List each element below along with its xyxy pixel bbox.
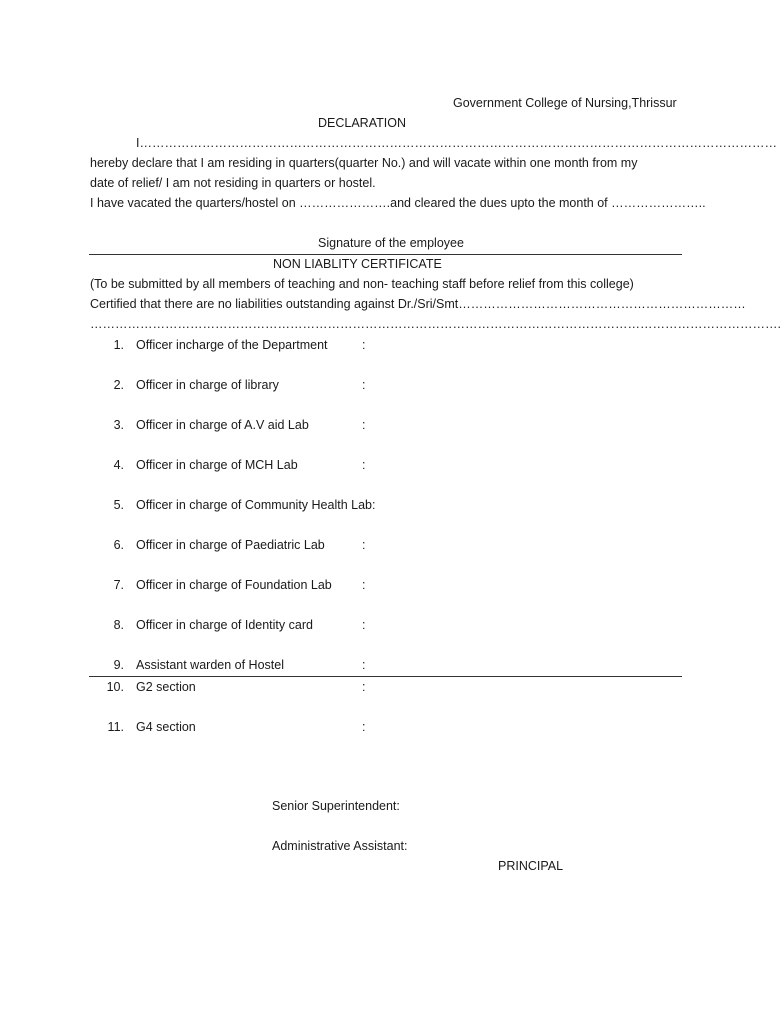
administrative-assistant-label: Administrative Assistant: xyxy=(272,839,408,853)
item-number: 10. xyxy=(106,680,124,694)
item-label: Officer in charge of library xyxy=(136,378,279,392)
college-name: Government College of Nursing,Thrissur xyxy=(453,96,677,110)
certificate-dotted-line: …………………………………………………………………………………………………………………………………………………. xyxy=(90,317,781,331)
item-colon: : xyxy=(362,658,366,672)
item-label: G2 section xyxy=(136,680,196,694)
item-label: G4 section xyxy=(136,720,196,734)
item-colon: : xyxy=(362,338,366,352)
principal-label: PRINCIPAL xyxy=(498,859,564,873)
item-number: 6. xyxy=(113,538,124,552)
item-number: 7. xyxy=(113,578,124,592)
item-number: 2. xyxy=(113,378,124,392)
declaration-text-line-3: I have vacated the quarters/hostel on ………………….and cleared the dues upto the month of ………………….. xyxy=(90,196,706,210)
item-colon: : xyxy=(362,418,366,432)
item-colon: : xyxy=(362,538,366,552)
item-colon: : xyxy=(362,578,366,592)
item-colon: : xyxy=(362,458,366,472)
item-label: Officer in charge of Paediatric Lab xyxy=(136,538,325,552)
item-colon: : xyxy=(362,720,366,734)
senior-superintendent-label: Senior Superintendent: xyxy=(272,799,400,813)
item-label: Officer in charge of A.V aid Lab xyxy=(136,418,309,432)
declaration-title: DECLARATION xyxy=(318,116,406,130)
item-label: Officer in charge of Foundation Lab xyxy=(136,578,332,592)
item-colon: : xyxy=(362,378,366,392)
declaration-text-line-2: date of relief/ I am not residing in quarters or hostel. xyxy=(90,176,376,190)
employee-signature-label: Signature of the employee xyxy=(318,236,464,250)
section-divider xyxy=(89,254,682,255)
item-number: 3. xyxy=(113,418,124,432)
declaration-text-line-1: hereby declare that I am residing in quarters(quarter No.) and will vacate within one month from my xyxy=(90,156,638,170)
item-label: Officer in charge of MCH Lab xyxy=(136,458,298,472)
item-label: Assistant warden of Hostel xyxy=(136,658,284,672)
item-number: 9. xyxy=(113,658,124,672)
item-label: Officer incharge of the Department xyxy=(136,338,328,352)
item-number: 4. xyxy=(113,458,124,472)
item-label: Officer in charge of Identity card xyxy=(136,618,313,632)
list-divider xyxy=(89,676,682,677)
item-number: 11. xyxy=(107,720,124,734)
item-number: 5. xyxy=(113,498,124,512)
certificate-statement: Certified that there are no liabilities outstanding against Dr./Sri/Smt…………………………………………………………… xyxy=(90,297,746,311)
item-label: Officer in charge of Community Health Lab: xyxy=(136,498,376,512)
item-number: 8. xyxy=(113,618,124,632)
certificate-note: (To be submitted by all members of teaching and non- teaching staff before relief from this college) xyxy=(90,277,634,291)
declaration-name-line: I……………………………………………………………………………………………………………………………………… xyxy=(136,136,777,150)
item-colon: : xyxy=(362,618,366,632)
certificate-title: NON LIABLITY CERTIFICATE xyxy=(273,257,442,271)
item-colon: : xyxy=(362,680,366,694)
item-number: 1. xyxy=(113,338,124,352)
